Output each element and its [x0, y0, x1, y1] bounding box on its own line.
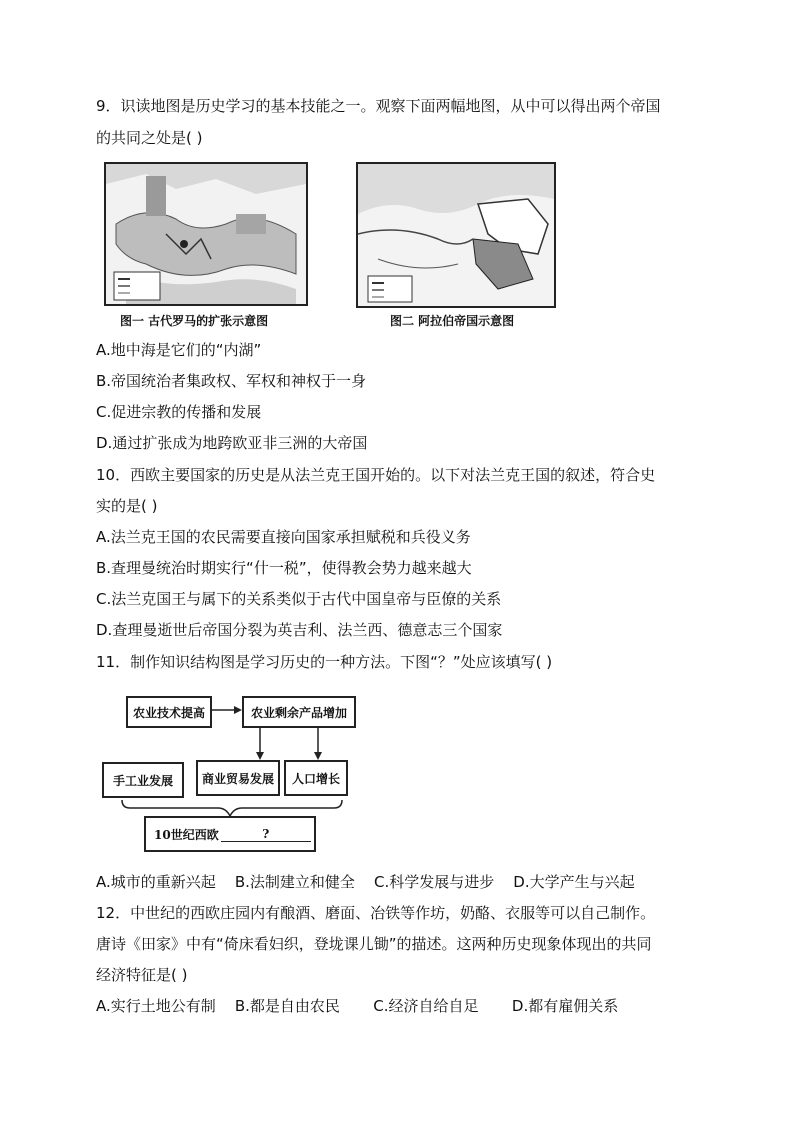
map1-caption: 图一 古代罗马的扩张示意图 — [120, 314, 269, 328]
q10-stem-line1: 10．西欧主要国家的历史是从法兰克王国开始的。以下对法兰克王国的叙述，符合史 — [96, 466, 656, 484]
q10-option-a: A.法兰克王国的农民需要直接向国家承担赋税和兵役义务 — [96, 528, 471, 546]
q9-stem-line1: 9．识读地图是历史学习的基本技能之一。观察下面两幅地图，从中可以得出两个帝国 — [96, 97, 661, 115]
box-handicraft: 手工业发展 — [102, 762, 184, 798]
q12-options: A.实行土地公有制 B.都是自由农民 C.经济自给自足 D.都有雇佣关系 — [96, 997, 619, 1015]
box-question — [144, 816, 316, 852]
map-arab-empire — [356, 162, 556, 308]
q11-options: A.城市的重新兴起 B.法制建立和健全 C.科学发展与进步 D.大学产生与兴起 — [96, 873, 635, 891]
map-arab-empire-graphic — [358, 164, 554, 306]
q9-option-a: A.地中海是它们的“内湖” — [96, 341, 262, 359]
q9-option-b: B.帝国统治者集政权、军权和神权于一身 — [96, 372, 367, 390]
map2-caption: 图二 阿拉伯帝国示意图 — [390, 314, 515, 328]
box-agri-surplus: 农业剩余产品增加 — [242, 696, 356, 728]
q10-option-d: D.查理曼逝世后帝国分裂为英吉利、法兰西、德意志三个国家 — [96, 621, 503, 639]
q12-stem-line1: 12．中世纪的西欧庄园内有酿酒、磨面、冶铁等作坊，奶酪、衣服等可以自己制作。 — [96, 904, 656, 922]
box-commerce: 商业贸易发展 — [196, 760, 280, 796]
box-agri-tech: 农业技术提高 — [126, 696, 212, 728]
q12-stem-line2: 唐诗《田家》中有“倚床看妇织，登垅课儿锄”的描述。这两种历史现象体现出的共同 — [96, 935, 652, 953]
map-roman-expansion-graphic — [106, 164, 306, 304]
map-roman-expansion — [104, 162, 308, 306]
q10-stem-line2: 实的是( ) — [96, 497, 158, 515]
box-question-label: 10世纪西欧 — [154, 827, 219, 842]
question-blank: ? — [221, 827, 311, 842]
q10-option-b: B.查理曼统治时期实行“什一税”，使得教会势力越来越大 — [96, 559, 472, 577]
q12-stem-line3: 经济特征是( ) — [96, 966, 188, 984]
knowledge-structure-diagram — [100, 690, 360, 860]
q9-stem-line2: 的共同之处是( ) — [96, 129, 203, 147]
box-population: 人口增长 — [284, 760, 348, 796]
q9-option-c: C.促进宗教的传播和发展 — [96, 403, 262, 421]
q9-option-d: D.通过扩张成为地跨欧亚非三洲的大帝国 — [96, 434, 368, 452]
q11-stem: 11．制作知识结构图是学习历史的一种方法。下图“？”处应该填写( ) — [96, 653, 553, 671]
q10-option-c: C.法兰克国王与属下的关系类似于古代中国皇帝与臣僚的关系 — [96, 590, 502, 608]
